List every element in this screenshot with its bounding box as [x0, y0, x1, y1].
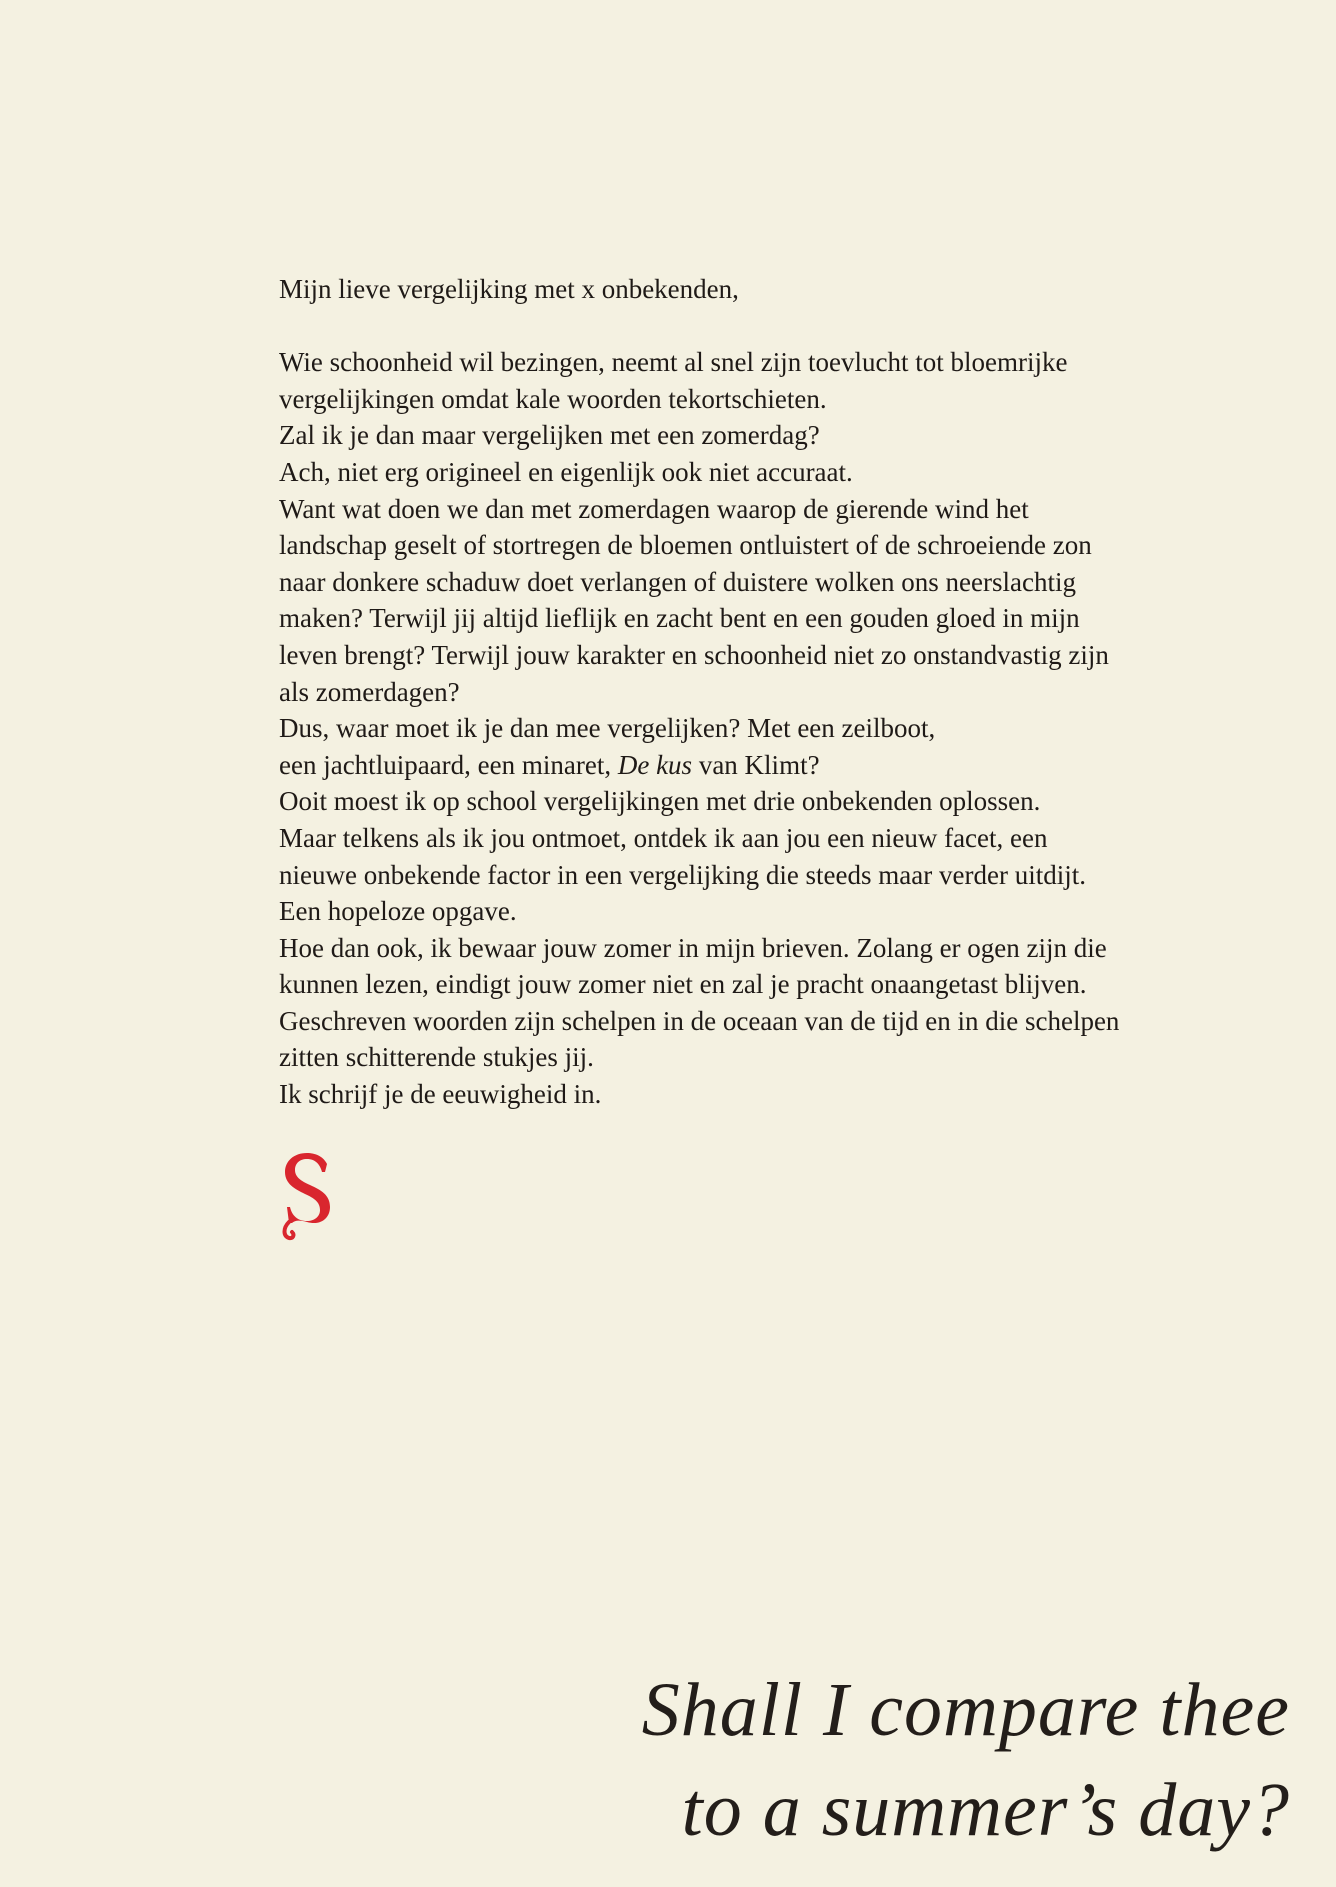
- letter-line: nieuwe onbekende factor in een vergelijking die steeds maar verder uitdijt.: [279, 859, 1086, 890]
- letter-line: Dus, waar moet ik je dan mee vergelijken? Met een zeilboot,: [279, 713, 936, 744]
- letter-line: Ach, niet erg origineel en eigenlijk ook niet accuraat.: [279, 456, 853, 487]
- letter-line: maken? Terwijl jij altijd lieflijk en zacht bent en een gouden gloed in mijn: [279, 603, 1080, 634]
- letter-line: zitten schitterende stukjes jij.: [279, 1042, 594, 1073]
- letter-body: [279, 271, 1239, 1113]
- red-s-monogram-icon: [277, 1150, 337, 1250]
- monogram-stroke: [285, 1153, 330, 1223]
- letter-line: landschap geselt of stortregen de bloemen ontluistert of de schroeiende zon: [279, 530, 1092, 561]
- klimt-line-before: een jachtluipaard, een minaret,: [279, 749, 618, 780]
- letter-salutation: Mijn lieve vergelijking met x onbekenden,: [279, 274, 739, 304]
- letter-line: Hoe dan ook, ik bewaar jouw zomer in mijn brieven. Zolang er ogen zijn die: [279, 932, 1107, 963]
- tagline-line-2: to a summer’s day?: [681, 1768, 1290, 1852]
- letter-line: Ik schrijf je de eeuwigheid in.: [279, 1079, 602, 1110]
- letter-line: Geschreven woorden zijn schelpen in de oceaan van de tijd en in die schelpen: [279, 1005, 1120, 1036]
- letter-line: naar donkere schaduw doet verlangen of duistere wolken ons neerslachtig: [279, 566, 1076, 597]
- monogram-tail: [285, 1222, 294, 1238]
- tagline: [642, 1660, 1290, 1860]
- letter-line: kunnen lezen, eindigt jouw zomer niet en zal je pracht onaangetast blijven.: [279, 969, 1087, 1000]
- letter-line: als zomerdagen?: [279, 676, 460, 707]
- artwork-title: De kus: [617, 749, 693, 780]
- klimt-line-after: van Klimt?: [692, 749, 820, 780]
- letter-line: Maar telkens als ik jou ontmoet, ontdek ik aan jou een nieuw facet, een: [279, 822, 1048, 853]
- letter-line: leven brengt? Terwijl jouw karakter en schoonheid niet zo onstandvastig zijn: [279, 639, 1109, 670]
- letter-line: Een hopeloze opgave.: [279, 896, 517, 927]
- letter-line: Ooit moest ik op school vergelijkingen met drie onbekenden oplossen.: [279, 786, 1041, 817]
- letter-line-klimt: [279, 747, 1239, 784]
- letter-line: vergelijkingen omdat kale woorden tekortschieten.: [279, 383, 827, 414]
- letter-line: Wie schoonheid wil bezingen, neemt al snel zijn toevlucht tot bloemrijke: [279, 347, 1068, 378]
- letter-line: Zal ik je dan maar vergelijken met een zomerdag?: [279, 420, 820, 451]
- letter-line: Want wat doen we dan met zomerdagen waarop de gierende wind het: [279, 493, 1029, 524]
- tagline-line-1: Shall I compare thee: [641, 1668, 1290, 1752]
